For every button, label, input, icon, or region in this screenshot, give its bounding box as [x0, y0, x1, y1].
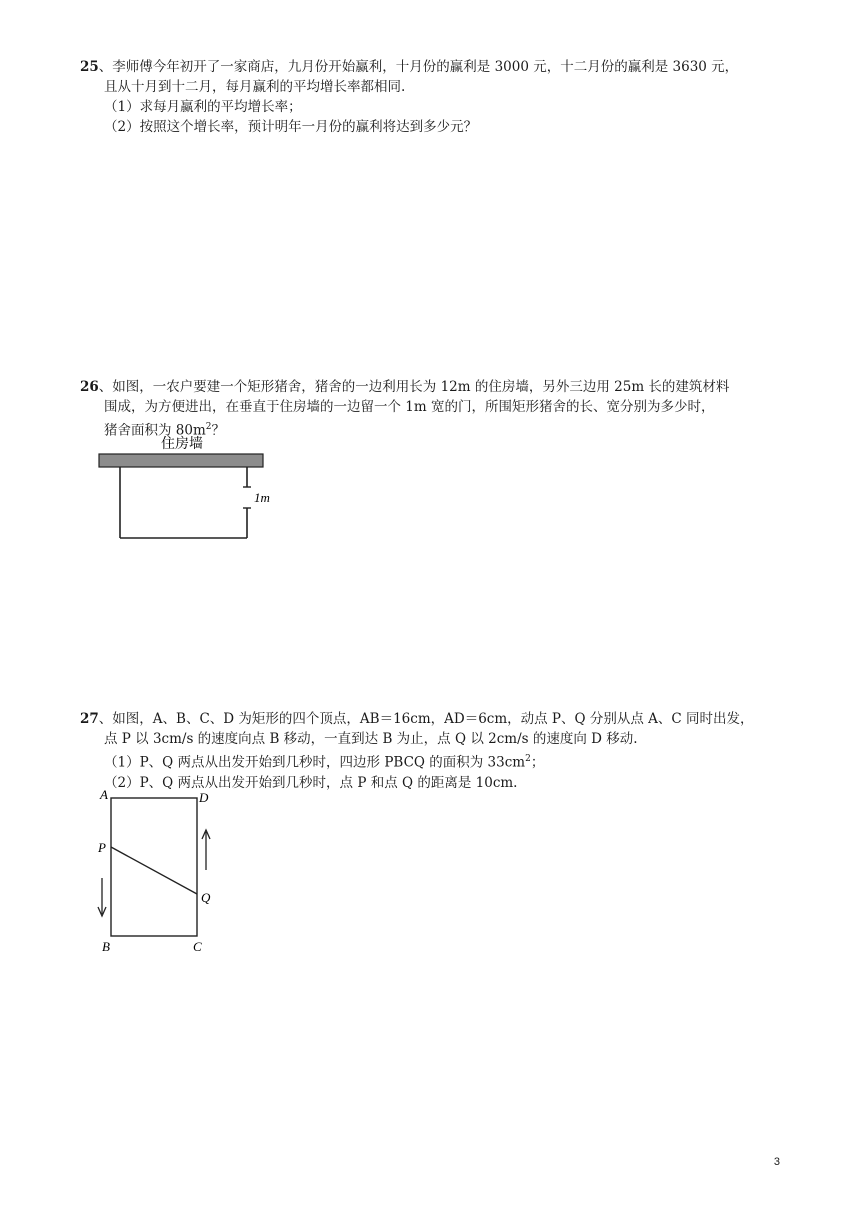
- wall-label: 住房墙: [161, 437, 203, 452]
- subquestion-2: （2）P、Q 两点从出发开始到几秒时，点 P 和点 Q 的距离是 10cm.: [104, 774, 518, 791]
- wall: [99, 454, 263, 467]
- label-b: B: [102, 939, 110, 954]
- subquestion-1: （1）P、Q 两点从出发开始到几秒时，四边形 PBCQ 的面积为 $33cm^2$；: [104, 754, 545, 771]
- question-27: 27、如图，A、B、C、D 为矩形的四个顶点，AB＝16cm，AD＝6cm，动点 P、Q 分别从点 A、C 同时出发， 点 P 以 3cm/s 的速度向点 B 移动，一直到达 B 为止，点 Q 以 2cm/s 的速度向 D 移动. （1）P、Q 两点从出发开始到几秒时，四边形 PBCQ 的面积为 $33cm^2$； （2）P、Q 两点从出发开始到几秒时，点 P 和点 Q 的距离是 10cm.: [80, 709, 792, 793]
- label-c: C: [193, 939, 202, 954]
- rectangle-figure: [92, 786, 232, 956]
- question-number: 27: [80, 711, 99, 727]
- rectangle-abcd: [111, 798, 197, 936]
- question-number: 25: [80, 59, 99, 75]
- subquestion-2: （2）按照这个增长率，预计明年一月份的赢利将达到多少元？: [104, 119, 478, 135]
- question-number: 26: [80, 379, 99, 395]
- question-25-stem: 25、李师傅今年初开了一家商店，九月份开始赢利，十月份的赢利是 3000 元，十二月份的赢利是 3630 元，: [80, 59, 739, 75]
- pigpen-figure: [90, 432, 290, 547]
- segment-pq: [111, 847, 197, 894]
- question-26: 26、如图，一农户要建一个矩形猪舍，猪舍的一边利用长为 12m 的住房墙，另外三边用 25m 长的建筑材料 围成，为方便进出，在垂直于住房墙的一边留一个 1m 宽的门，所围矩形猪舍的长、宽分别为多少时， 猪舍面积为 $80m^2$？: [80, 377, 792, 441]
- question-25: 25、李师傅今年初开了一家商店，九月份开始赢利，十月份的赢利是 3000 元，十二月份的赢利是 3630 元， 且从十月到十二月，每月赢利的平均增长率都相同. （1）求每月赢利的平均增长率； （2）按照这个增长率，预计明年一月份的赢利将达到多少元？: [80, 57, 792, 137]
- question-26-stem: 26、如图，一农户要建一个矩形猪舍，猪舍的一边利用长为 12m 的住房墙，另外三边用 25m 长的建筑材料: [80, 379, 730, 395]
- label-q: Q: [201, 890, 211, 905]
- question-27-stem: 27、如图，A、B、C、D 为矩形的四个顶点，AB＝16cm，AD＝6cm，动点 P、Q 分别从点 A、C 同时出发，: [80, 711, 754, 727]
- label-d: D: [199, 790, 209, 805]
- label-a: A: [100, 787, 108, 802]
- page-number: 3: [773, 1156, 780, 1168]
- door-label: 1m: [254, 490, 270, 505]
- subquestion-1: （1）求每月赢利的平均增长率；: [104, 99, 302, 115]
- label-p: P: [98, 840, 106, 855]
